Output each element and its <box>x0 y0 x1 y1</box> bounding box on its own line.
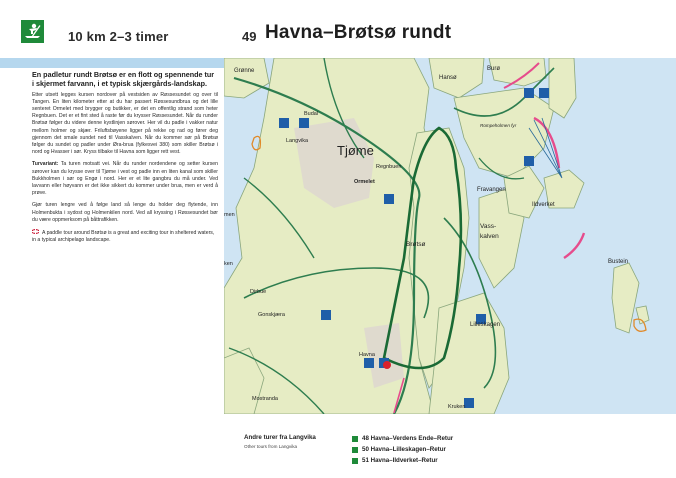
description-column <box>0 58 224 478</box>
column-divider-bar <box>0 58 224 68</box>
svg-text:Mostranda: Mostranda <box>252 396 278 402</box>
svg-text:Vass-: Vass- <box>480 223 497 230</box>
uk-flag-icon <box>32 229 39 234</box>
svg-text:Havna: Havna <box>359 352 375 358</box>
paddle-icon <box>352 436 358 442</box>
other-tour-item[interactable] <box>352 444 453 455</box>
other-tours-list <box>352 433 453 466</box>
paddle-icon <box>352 447 358 453</box>
extension-paragraph: Gjør turen lengre ved å følge land så lenge du holder deg flytende, inn Holmenbukta i sydost og Holmenkilen nord. Ved all kryssing i Røssesundet bør du være oppmerksom på båttrafikken. <box>32 202 218 223</box>
variant-text: Ta turen motsatt vei. Når du runder nordendene og setter kursen sørover kan du krysse over til Tjøme i vest og padle inn en liten kanal som skiller Bukkholmen i sør og Engø i nord. Her er et lite gangbru du må under. Ved lavvann eller høyvann er det ikke sikkert du kommer under brua, men er verd å prøve. <box>32 161 218 197</box>
svg-text:Lilleskagen: Lilleskagen <box>470 322 501 328</box>
variant-paragraph <box>32 161 218 197</box>
other-tour-label: 51 Havna–Ildverket–Retur <box>362 457 438 464</box>
svg-text:Gonskjæra: Gonskjæra <box>258 312 285 318</box>
svg-text:ken: ken <box>224 261 233 267</box>
svg-text:Regnbuen: Regnbuen <box>376 164 402 170</box>
intro-lead: En padletur rundt Brøtsø er en flott og spennende tur i skjermet farvann, i et typisk skjærgårds-landskap. <box>32 70 215 89</box>
other-tours-footer <box>224 414 676 478</box>
svg-text:Langvika: Langvika <box>286 138 309 144</box>
svg-text:Burø: Burø <box>487 66 501 72</box>
svg-text:Bustein: Bustein <box>608 259 629 265</box>
english-summary <box>32 229 218 244</box>
page-header <box>0 0 676 58</box>
variant-label: Turvariant: <box>32 161 59 168</box>
other-tour-item[interactable] <box>352 455 453 466</box>
svg-text:men: men <box>224 212 235 218</box>
paddling-logo-icon <box>21 20 44 43</box>
svg-text:Rompeholmen fyr: Rompeholmen fyr <box>480 123 517 128</box>
other-tour-item[interactable] <box>352 433 453 444</box>
svg-text:Ildverket: Ildverket <box>532 202 555 208</box>
svg-text:Kruken: Kruken <box>448 404 466 410</box>
description-text <box>32 70 218 244</box>
tour-duration: 10 km 2–3 timer <box>68 29 169 44</box>
svg-text:Tjøme: Tjøme <box>337 143 374 158</box>
paddle-icon <box>352 458 358 464</box>
svg-text:Grønne: Grønne <box>234 68 255 74</box>
svg-text:Fravangen: Fravangen <box>477 187 506 193</box>
other-tours-subtitle: Other tours from Langvika <box>244 444 298 449</box>
other-tours-title: Andre turer fra Langvika <box>244 434 316 441</box>
svg-text:Ormelet: Ormelet <box>354 179 375 185</box>
other-tour-label: 50 Havna–Lilleskagen–Retur <box>362 446 446 453</box>
intro-paragraph: Etter utsett legges kursen nordover på vestsiden av Røssesundet og over til Tangen. En liten kilometer etter at du har passert Røssesundbrua og det lille senteret Ormelet med brygger og butikker, er det en offentlig strand som heter Regnbuen. Det er et fint sted å raste før du krysser Røssesundet. Når du runder Brøtsø følger du videre denne kystlinjen sørover. Her vil du padle i vakker natur mellom holmer og skjær. Friluftsbøyene ligger på rekke og rad og fører deg gjennom det smale sundet ned til Vasskalven. Når du kommer sør på Brøtsø følger du sundet og padler under Øra-brua (fylkesvei 380) som skiller Brøtsø i nord og Hvasser i sør. Kryss tilbake til Havna som ligger rett vest. <box>32 91 218 156</box>
svg-text:Hansø: Hansø <box>439 75 457 81</box>
route-number: 49 <box>242 29 257 44</box>
route-map <box>224 58 676 414</box>
svg-text:Budal: Budal <box>304 111 319 117</box>
svg-text:Dirbue: Dirbue <box>250 289 267 295</box>
route-title: Havna–Brøtsø rundt <box>265 22 452 43</box>
other-tour-label: 48 Havna–Verdens Ende–Retur <box>362 435 454 442</box>
svg-text:Brøtsø: Brøtsø <box>406 241 426 248</box>
english-text: A paddle tour around Brøtsø is a great and exciting tour in sheltered waters, in a typical archipelago landscape. <box>32 230 215 244</box>
svg-text:kalven: kalven <box>480 233 499 240</box>
